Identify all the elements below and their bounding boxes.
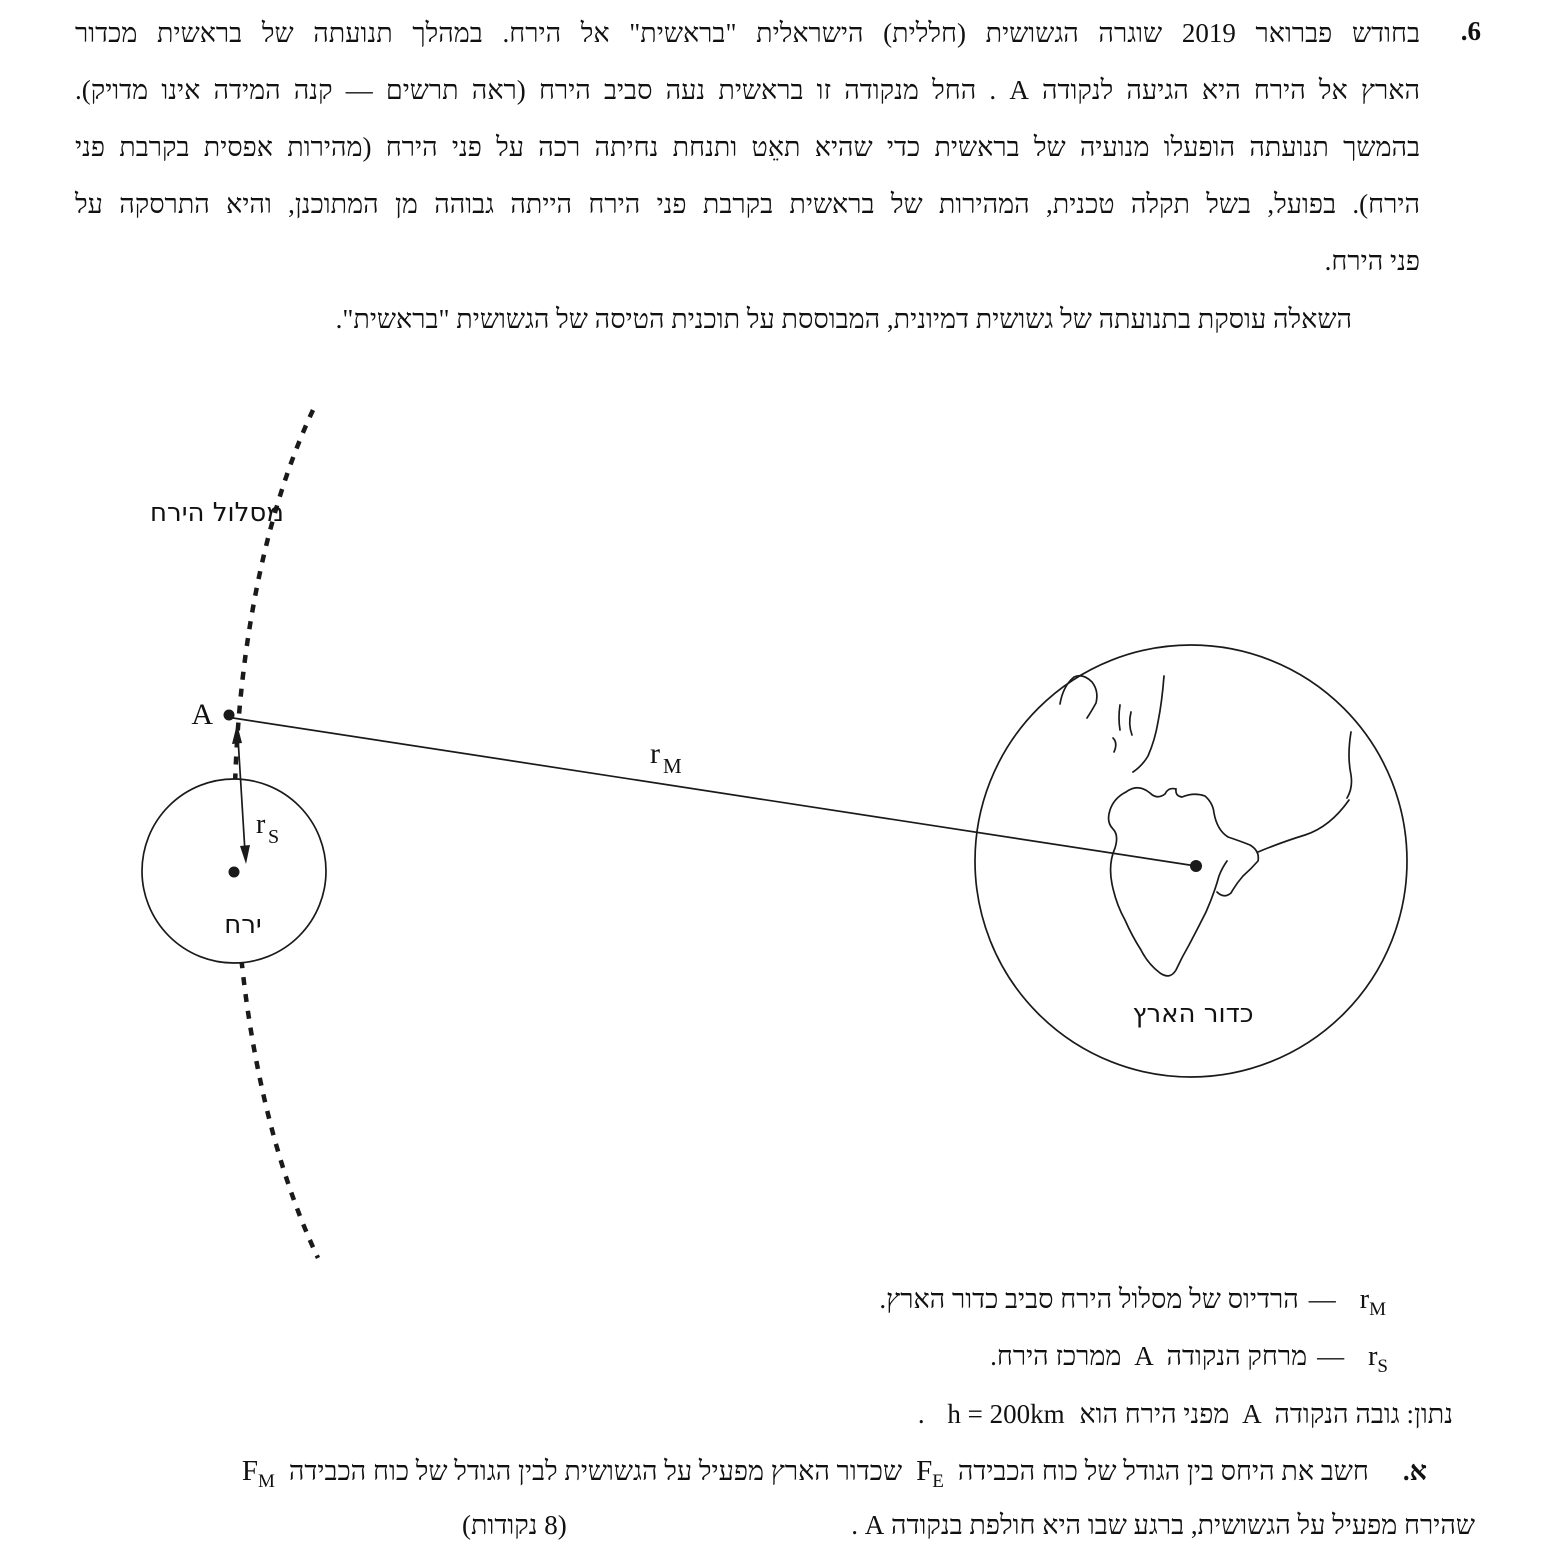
rs-symbol: $r_S$ bbox=[1368, 1341, 1388, 1377]
rm-definition-text: הרדיוס של מסלול הירח סביב כדור הארץ. bbox=[879, 1284, 1299, 1314]
question-line-3: בהמשך תנועתה הופעלו מנועיה של בראשית כדי שהיא תאֵט ותנחת נחיתה רכה על פני הירח (מהירות אפסית בקרבת פני bbox=[75, 132, 1420, 162]
svg-text:r: r bbox=[256, 809, 266, 840]
point-a-ref: A bbox=[1242, 1399, 1262, 1429]
orbit-label: מסלול הירח bbox=[150, 498, 284, 528]
rm-symbol: $r_M$ bbox=[1359, 1284, 1386, 1320]
dash: — bbox=[1317, 1341, 1345, 1371]
point-a-label: A bbox=[191, 698, 213, 731]
definition-rs bbox=[990, 1339, 1402, 1377]
force-m-symbol: $F_M$ bbox=[241, 1455, 275, 1492]
rs-definition-text-post: ממרכז הירח. bbox=[990, 1341, 1122, 1371]
question-number: 6. bbox=[1460, 16, 1481, 46]
height-formula: h = 200km bbox=[947, 1399, 1065, 1429]
force-e-symbol: $F_E$ bbox=[916, 1455, 944, 1492]
definition-rm bbox=[879, 1282, 1400, 1320]
points-label: (8 נקודות) bbox=[462, 1510, 567, 1540]
moon-center-dot bbox=[229, 867, 240, 878]
earth-label: כדור הארץ bbox=[1132, 999, 1254, 1029]
given-text-pre: נתון: גובה הנקודה bbox=[1274, 1399, 1453, 1429]
svg-text:S: S bbox=[268, 826, 280, 848]
dash: — bbox=[1308, 1284, 1336, 1314]
svg-text:M: M bbox=[663, 754, 682, 778]
question-line-5: פני הירח. bbox=[1324, 246, 1420, 276]
given-text-mid: מפני הירח הוא bbox=[1079, 1399, 1230, 1429]
section-a-line1 bbox=[228, 1454, 1427, 1492]
point-a-dot bbox=[224, 710, 235, 721]
rs-definition-text-pre: מרחק הנקודה bbox=[1166, 1341, 1308, 1371]
question-note: השאלה עוסקת בתנועתה של גשושית דמיונית, המבוססת על תוכנית הטיסה של הגשושית "בראשית". bbox=[335, 304, 1352, 334]
moon-label: ירח bbox=[224, 910, 262, 940]
question-line-2: הארץ אל הירח היא הגיעה לנקודה A . החל מנקודה זו בראשית נעה סביב הירח (ראה תרשים — קנה המידה אינו מדויק). bbox=[75, 75, 1420, 105]
point-a-ref: A bbox=[1134, 1341, 1154, 1371]
question-line-4: הירח). בפועל, בשל תקלה טכנית, המהירות של בראשית בקרבת פני הירח הייתה גבוהה מן המתוכנן, והיא התרסקה על bbox=[75, 189, 1420, 219]
svg-text:r: r bbox=[650, 737, 660, 770]
section-a-text-post: שכדור הארץ מפעיל על הגשושית לבין הגודל של כוח הכבידה bbox=[288, 1456, 903, 1486]
earth-center-dot bbox=[1190, 860, 1202, 872]
rm-label bbox=[650, 737, 682, 778]
section-a-marker: א. bbox=[1402, 1456, 1427, 1486]
section-a-line2 bbox=[462, 1510, 1475, 1541]
section-a-text-pre: חשב את היחס בין הגודל של כוח הכבידה bbox=[957, 1456, 1369, 1486]
period: . bbox=[917, 1399, 925, 1429]
given-line bbox=[918, 1397, 1453, 1431]
question-line-1: בחודש פברואר 2019 שוגרה הגשושית (חללית) הישראלית "בראשית" אל הירח. במהלך תנועתה של בראשית מכדור bbox=[75, 18, 1420, 48]
section-a-line2-text: שהירח מפעיל על הגשושית, ברגע שבו היא חולפת בנקודה A . bbox=[851, 1510, 1475, 1540]
